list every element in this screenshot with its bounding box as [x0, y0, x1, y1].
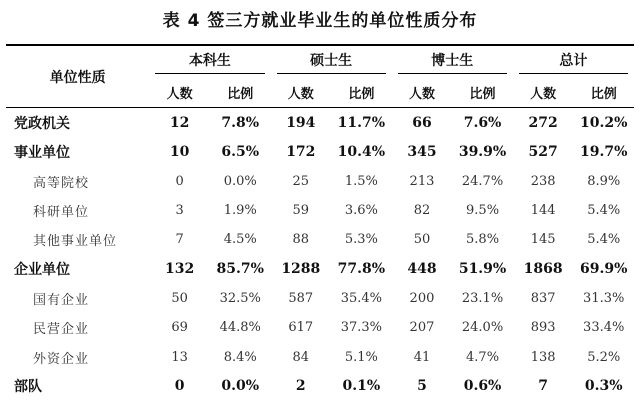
row-name: 国有企业 — [33, 292, 90, 308]
ratio-cell: 32.5% — [219, 290, 261, 306]
group-header-undergrad — [149, 45, 270, 77]
ratio-cell: 1.5% — [344, 173, 378, 189]
ratio-cell: 37.3% — [340, 320, 383, 336]
count-cell: 587 — [288, 290, 314, 306]
count-cell: 238 — [530, 173, 556, 189]
count-cell: 5 — [417, 378, 427, 395]
table-title: 表 4 签三方就业毕业生的单位性质分布 — [162, 11, 478, 31]
sub-header-ratio: 比例 — [452, 77, 513, 108]
count-cell: 7 — [175, 232, 184, 248]
ratio-cell: 5.3% — [344, 232, 378, 248]
count-cell: 527 — [528, 143, 558, 160]
group-header-doctor — [392, 45, 513, 77]
table-row — [6, 342, 634, 371]
ratio-cell: 44.8% — [219, 320, 261, 336]
sub-header-count: 人数 — [149, 77, 210, 108]
ratio-cell: 0.3% — [584, 378, 623, 395]
count-cell: 132 — [165, 261, 195, 278]
count-cell: 272 — [528, 114, 558, 131]
ratio-cell: 5.2% — [587, 349, 621, 365]
row-name: 民营企业 — [33, 322, 90, 338]
ratio-cell: 4.5% — [223, 232, 257, 248]
ratio-cell: 35.4% — [340, 290, 383, 306]
row-name: 党政机关 — [14, 115, 70, 132]
count-cell: 25 — [292, 173, 310, 189]
ratio-cell: 24.7% — [461, 173, 504, 189]
ratio-cell: 0.6% — [463, 378, 502, 395]
count-cell: 138 — [530, 349, 556, 365]
count-cell: 84 — [292, 349, 310, 365]
group-label: 本科生 — [155, 50, 264, 74]
count-cell: 13 — [171, 349, 188, 365]
count-cell: 82 — [413, 203, 431, 219]
table-row — [6, 284, 634, 313]
count-cell: 207 — [409, 320, 435, 336]
ratio-cell: 8.9% — [587, 173, 621, 189]
count-cell: 59 — [292, 203, 310, 219]
table-row — [6, 196, 634, 225]
ratio-cell: 7.8% — [221, 114, 260, 131]
count-cell: 172 — [286, 143, 316, 160]
count-cell: 50 — [413, 232, 431, 248]
count-cell: 7 — [538, 378, 548, 395]
ratio-cell: 11.7% — [337, 114, 386, 131]
ratio-cell: 24.0% — [461, 320, 504, 336]
count-cell: 1288 — [281, 261, 321, 278]
ratio-cell: 5.1% — [344, 349, 378, 365]
ratio-cell: 8.4% — [223, 349, 257, 365]
ratio-cell: 5.8% — [466, 232, 500, 248]
row-name: 高等院校 — [33, 175, 90, 191]
count-cell: 145 — [530, 232, 556, 248]
row-name: 部队 — [14, 379, 42, 396]
ratio-cell: 0.0% — [221, 378, 260, 395]
count-cell: 1868 — [523, 261, 563, 278]
ratio-cell: 5.4% — [587, 232, 621, 248]
count-cell: 194 — [286, 114, 316, 131]
table-row — [6, 372, 634, 401]
row-name: 事业单位 — [14, 144, 70, 161]
count-cell: 837 — [530, 290, 556, 306]
ratio-cell: 7.6% — [463, 114, 502, 131]
ratio-cell: 10.4% — [337, 143, 386, 160]
row-name: 其他事业单位 — [33, 234, 118, 250]
ratio-cell: 5.4% — [587, 203, 621, 219]
group-label: 博士生 — [398, 50, 507, 74]
table-row — [6, 225, 634, 254]
row-name: 企业单位 — [14, 262, 70, 279]
count-cell: 66 — [412, 114, 432, 131]
ratio-cell: 1.9% — [223, 203, 257, 219]
group-header-total — [513, 45, 634, 77]
row-name: 外资企业 — [33, 351, 90, 367]
ratio-cell: 6.5% — [221, 143, 260, 160]
count-cell: 0 — [175, 173, 184, 189]
table-row — [6, 167, 634, 196]
ratio-cell: 0.1% — [342, 378, 381, 395]
ratio-cell: 39.9% — [458, 143, 507, 160]
ratio-cell: 23.1% — [461, 290, 504, 306]
table-row — [6, 313, 634, 342]
sub-header-count: 人数 — [271, 77, 332, 108]
table-header — [6, 45, 634, 108]
ratio-cell: 9.5% — [466, 203, 500, 219]
count-cell: 88 — [292, 232, 310, 248]
employment-unit-table — [6, 44, 634, 401]
count-cell: 213 — [409, 173, 435, 189]
sub-header-ratio: 比例 — [573, 77, 634, 108]
ratio-cell: 51.9% — [458, 261, 507, 278]
row-name: 科研单位 — [33, 205, 90, 221]
count-cell: 3 — [175, 203, 184, 219]
count-cell: 617 — [288, 320, 314, 336]
ratio-cell: 85.7% — [216, 261, 264, 278]
count-cell: 2 — [295, 378, 306, 395]
count-cell: 144 — [530, 203, 556, 219]
row-label-header: 单位性质 — [6, 45, 149, 108]
ratio-cell: 77.8% — [337, 261, 386, 278]
table-row — [6, 108, 634, 138]
sub-header-ratio: 比例 — [210, 77, 271, 108]
ratio-cell: 31.3% — [583, 290, 625, 306]
count-cell: 69 — [171, 320, 188, 336]
table-body — [6, 108, 634, 401]
sub-header-ratio: 比例 — [331, 77, 392, 108]
ratio-cell: 10.2% — [580, 114, 628, 131]
group-label: 总计 — [519, 50, 628, 74]
ratio-cell: 4.7% — [466, 349, 500, 365]
count-cell: 50 — [171, 290, 188, 306]
sub-header-count: 人数 — [513, 77, 574, 108]
ratio-cell: 3.6% — [344, 203, 378, 219]
ratio-cell: 33.4% — [583, 320, 625, 336]
ratio-cell: 19.7% — [580, 143, 628, 160]
ratio-cell: 0.0% — [223, 173, 257, 189]
table-row — [6, 137, 634, 166]
sub-header-count: 人数 — [392, 77, 453, 108]
table-row — [6, 254, 634, 283]
group-header-master — [271, 45, 392, 77]
count-cell: 893 — [530, 320, 556, 336]
count-cell: 0 — [174, 378, 185, 395]
count-cell: 10 — [169, 143, 190, 160]
count-cell: 200 — [409, 290, 435, 306]
count-cell: 345 — [407, 143, 437, 160]
count-cell: 12 — [169, 114, 190, 131]
count-cell: 448 — [407, 261, 437, 278]
count-cell: 41 — [413, 349, 431, 365]
ratio-cell: 69.9% — [580, 261, 628, 278]
group-label: 硕士生 — [277, 50, 386, 74]
